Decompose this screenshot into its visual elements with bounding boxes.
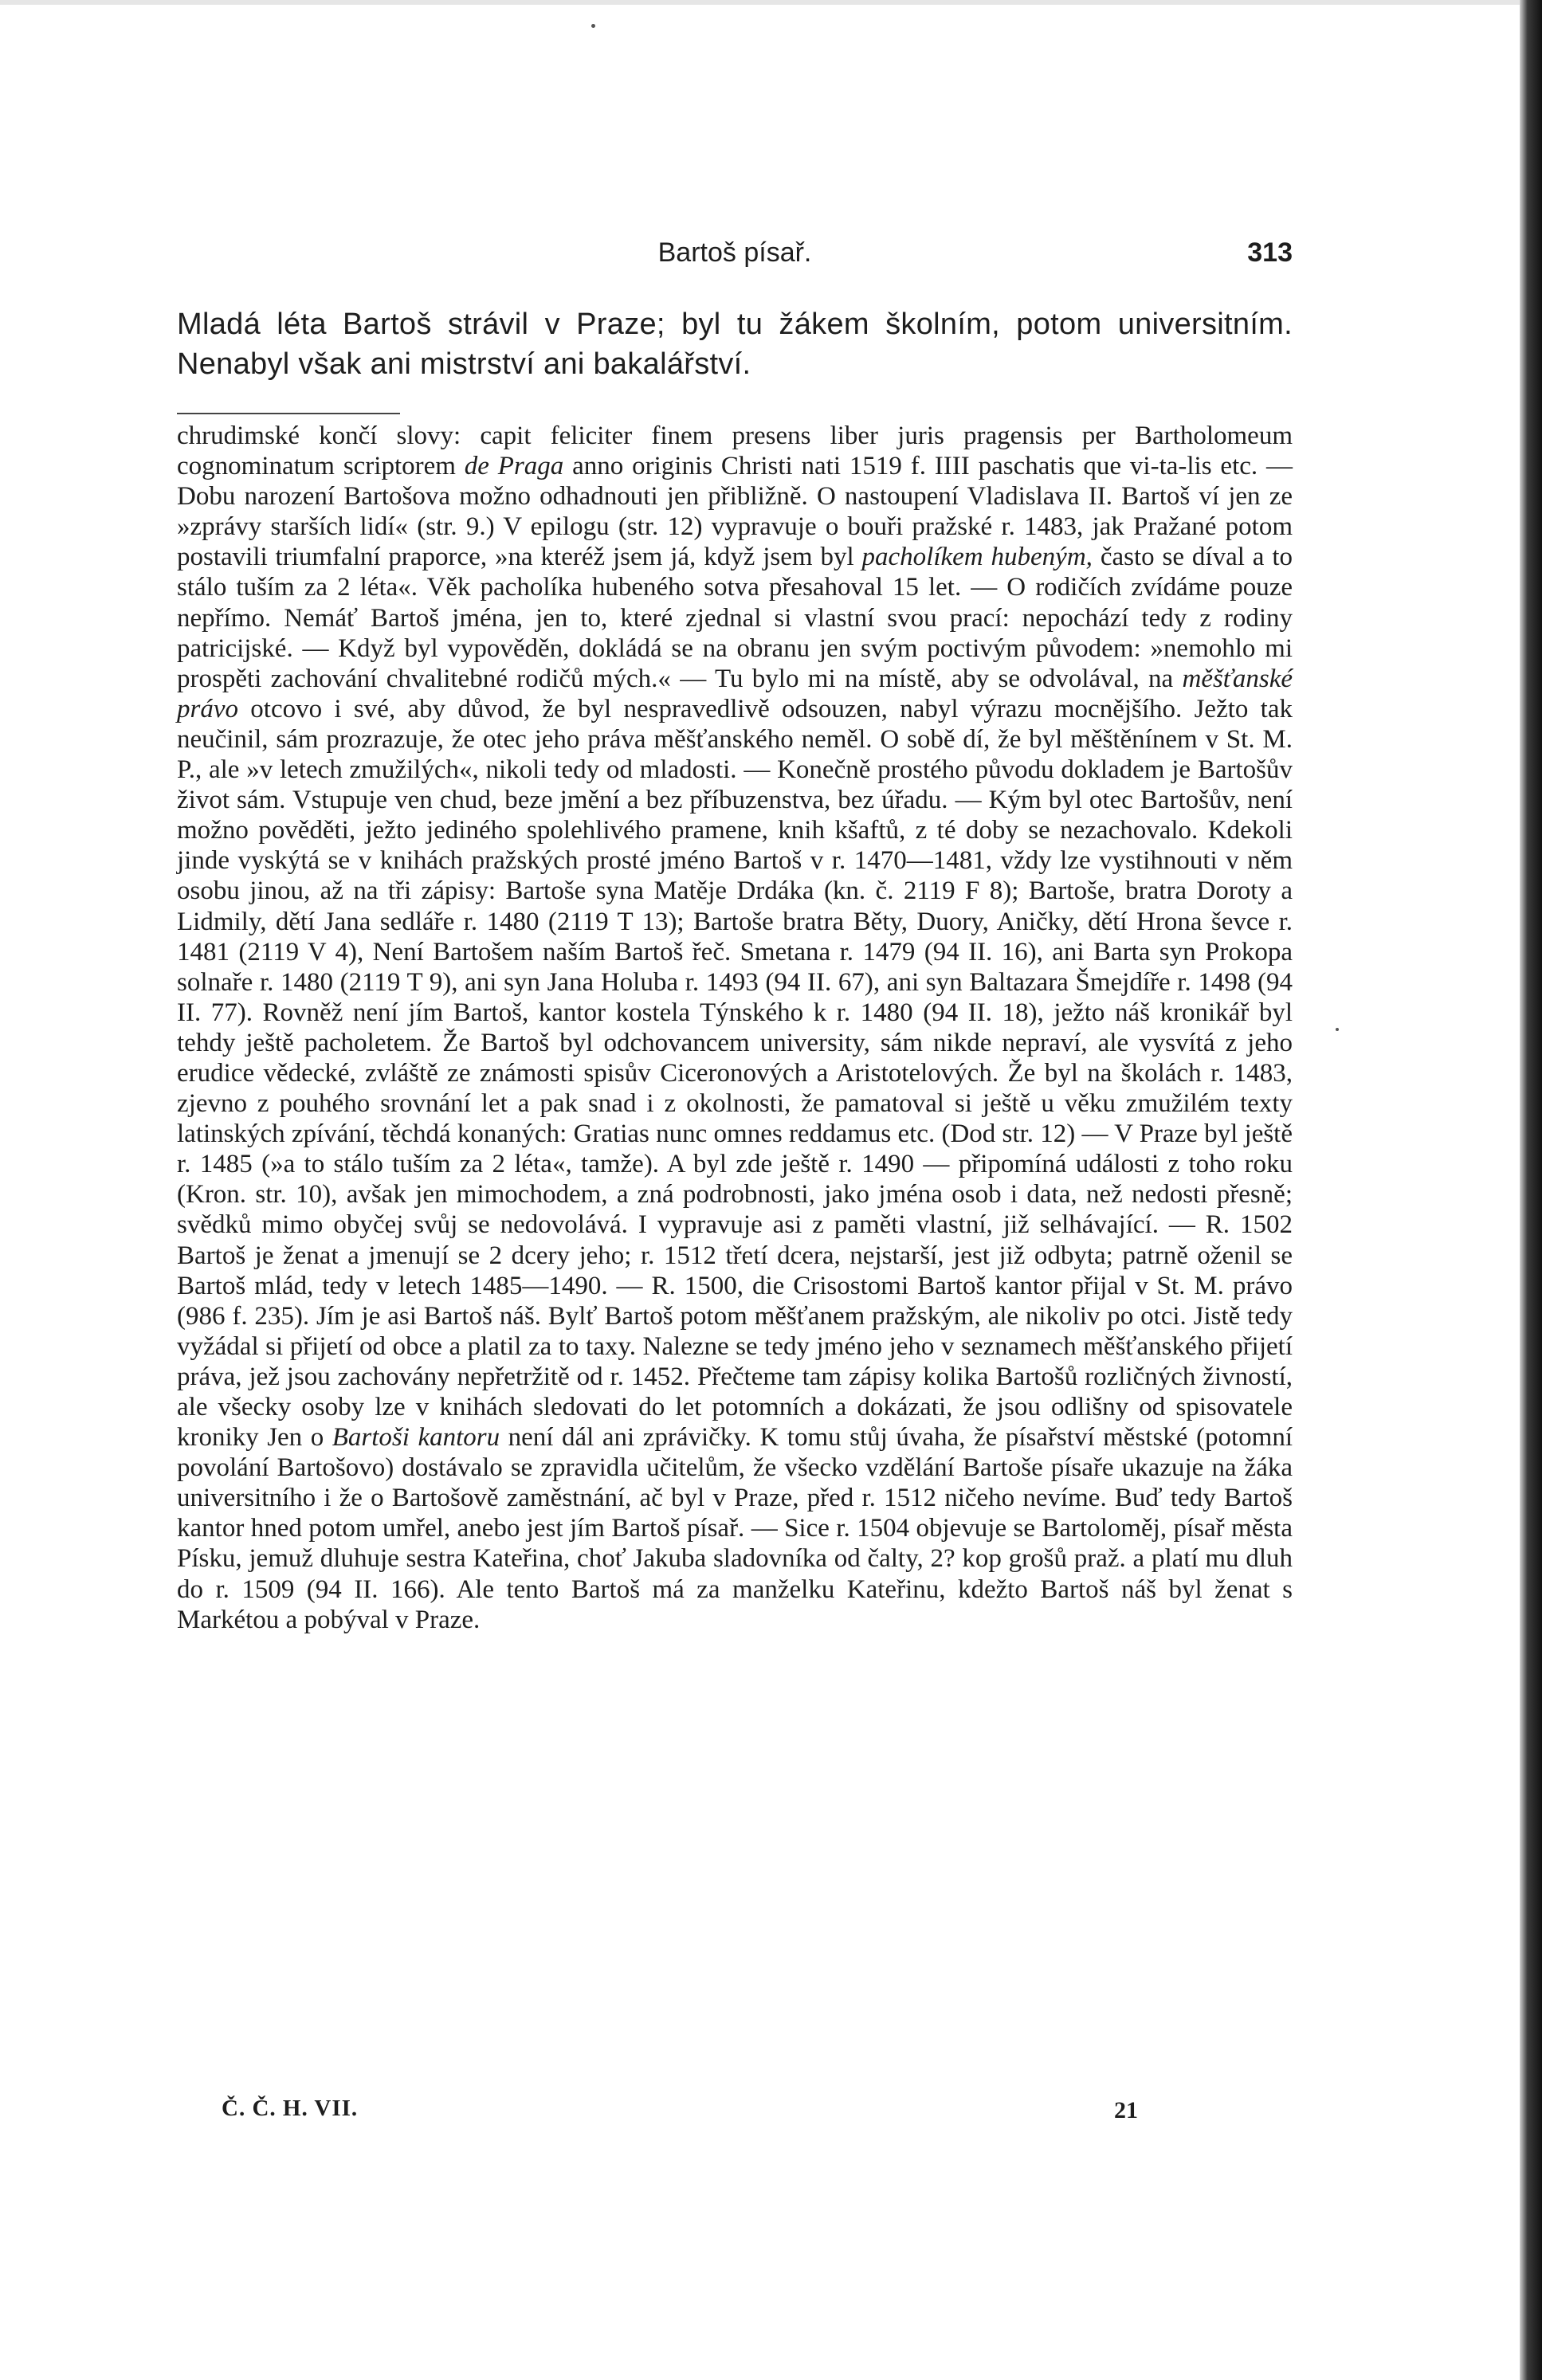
sheet-number: 21 bbox=[1114, 2097, 1138, 2123]
footnote-text: není dál ani zprávičky. K tomu stůj úvaha, že písařství městské (potomní povolání Bartošovo) dostávalo se zpravidla učitelům, že všecko vzdělání Bartoše písaře ukazuje na žáka universitního i že o Bartošově zaměstnání, ač byl v Praze, před r. 1512 ničeho nevíme. Buď tedy Bartoš kantor hned potom umřel, anebo jest jím Bartoš písař. — Sice r. 1504 objevuje se Bartoloměj, písař města Písku, jemuž dluhuje sestra Kateřina, choť Jakuba sladovníka od čalty, 2? kop grošů praž. a platí mu dluh do r. 1509 (94 II. 166). Ale tento Bartoš má za manželku Kateřinu, kdežto Bartoš náš byl ženat s Markétou a pobýval v Praze. bbox=[177, 1423, 1293, 1634]
footnote-text: otcovo i své, aby důvod, že byl nespravedlivě odsouzen, nabyl výrazu mocnějšího. Ježto tak neučinil, sám prozrazuje, že otec jeho práva měšťanského neměl. O sobě dí, že byl měštěnínem v St. M. P., ale »v letech zmužilých«, nikoli tedy od mladosti. — Konečně prostého původu dokladem je Bartošův život sám. Vstupuje ven chud, beze jmění a bez příbuzenstva, bez úřadu. — Kým byl otec Bartošův, není možno pověděti, ježto jediného spolehlivého pramene, knih kšaftů, z té doby se nezachovalo. Kdekoli jinde vyskýtá se v knihách pražských prosté jméno Bartoš v r. 1470—1481, vždy lze vystihnouti v něm osobu jinou, až na tři zápisy: Bartoše syna Matěje Drdáka (kn. č. 2119 F 8); Bartoše, bratra Doroty a Lidmily, dětí Jana sedláře r. 1480 (2119 T 13); Bartoše bratra Běty, Duory, Aničky, dětí Hrona ševce r. 1481 (2119 V 4), Není Bartošem naším Bartoš řeč. Smetana r. 1479 (94 II. 16), ani Barta syn Prokopa solnaře r. 1480 (2119 T 9), ani syn Jana Holuba r. 1493 (94 II. 67), ani syn Baltazara Šmejdíře r. 1498 (94 II. 77). Rovněž není jím Bartoš, kantor kostela Týnského k r. 1480 (94 II. 18), ježto náš kronikář byl tehdy ještě pacholetem. Že Bartoš byl odchovancem university, sám nikde nepraví, ale vysvítá z jeho erudice vědecké, zvláště ze známosti spisův Ciceronových a Aristotelových. Že byl na školách r. 1483, zjevno z pouhého srovnání let a pak snad i z okolnosti, že pamatoval si ještě u věku zmužilém texty latinských zpívání, těchdá konaných: Gratias nunc omnes reddamus etc. (Dod str. 12) — V Praze byl ještě r. 1485 (»a to stálo tuším za 2 léta«, tamže). A byl zde ještě r. 1490 — připomíná události z toho roku (Kron. str. 10), avšak jen mimochodem, a zná podrobnosti, jako jména osob i data, než nedosti přesně; svědků mimo obyčej svůj se nedovolává. I vypravuje asi z paměti vlastní, již selhávající. — R. 1502 Bartoš je ženat a jmenují se 2 dcery jeho; r. 1512 třetí dcera, nejstarší, jest již odbyta; patrně oženil se Bartoš mlád, tedy v letech 1485—1490. — R. 1500, die Crisostomi Bartoš kantor přijal v St. M. právo (986 f. 235). Jím je asi Bartoš náš. Bylť Bartoš potom měšťanem pražským, ale nikoliv po otci. Jistě tedy vyžádal si přijetí od obce a platil za to taxy. Nalezne se tedy jméno jeho v seznamech měšťanského přijetí práva, jež jsou zachovány nepřetržitě od r. 1452. Přečteme tam zápisy kolika Bartošů rozličných živností, ale všecky osoby lze v knihách sledovati do let potomních a dokázati, že jsou odlišny od spisovatele kroniky Jen o bbox=[177, 694, 1293, 1453]
footnote-text: často se díval a to stálo tuším za 2 léta«. Věk pacholíka hubeného sotva přesahoval 15 let. — O rodičích zvídáme pouze nepřímo. Nemáť Bartoš jména, jen to, které zjednal si vlastní svou prací: nepochází tedy z rodiny patricijské. — Když byl vypověděn, dokládá se na obranu jen svým poctivým původem: »nemohlo mi prospěti zachování chvalitebné rodičů mých.« — Tu bylo mi na místě, aby se odvolával, na bbox=[177, 543, 1293, 693]
scan-speck bbox=[1336, 1028, 1339, 1031]
scan-speck bbox=[591, 24, 595, 28]
footnote-italic-text: de Praga bbox=[464, 452, 564, 481]
footnote-text: anno originis Christi nati 1519 f. IIII paschatis que vi-ta-lis etc. — Dobu narození Bartošova možno odhadnouti jen přibližně. O nastoupení Vladislava II. Bartoš ví jen ze »zprávy starších lidí« (str. 9.) V epilogu (str. 12) vypravuje o bouři pražské r. 1483, jak Pražané potom postavili triumfalní praporce, »na kteréž jsem já, když jsem byl bbox=[177, 452, 1293, 572]
footnote-separator bbox=[177, 413, 400, 414]
main-text-paragraph: Mladá léta Bartoš strávil v Praze; byl tu žákem školním, potom universitním. Nenabyl však ani mistrství ani bakalářství. bbox=[177, 308, 1293, 381]
footnote-italic-text: měšťanské právo bbox=[177, 664, 1293, 723]
volume-signature: Č. Č. H. VII. bbox=[222, 2096, 359, 2121]
footnote-italic-text: Bartoši kantoru bbox=[332, 1423, 500, 1453]
running-title: Bartoš písař. bbox=[657, 237, 812, 268]
page-header bbox=[177, 237, 1293, 277]
footnote-italic-text: pacholíkem hubeným, bbox=[861, 543, 1093, 572]
scan-top-edge bbox=[0, 0, 1542, 5]
page-number: 313 bbox=[1247, 237, 1293, 268]
footnote-text: chrudimské končí slovy: capit feliciter finem presens liber juris pragensis per Bartholomeum cognominatum scriptorem bbox=[177, 421, 1293, 481]
footnote-paragraph bbox=[177, 421, 1293, 1635]
scan-binding-edge bbox=[1520, 0, 1542, 2380]
